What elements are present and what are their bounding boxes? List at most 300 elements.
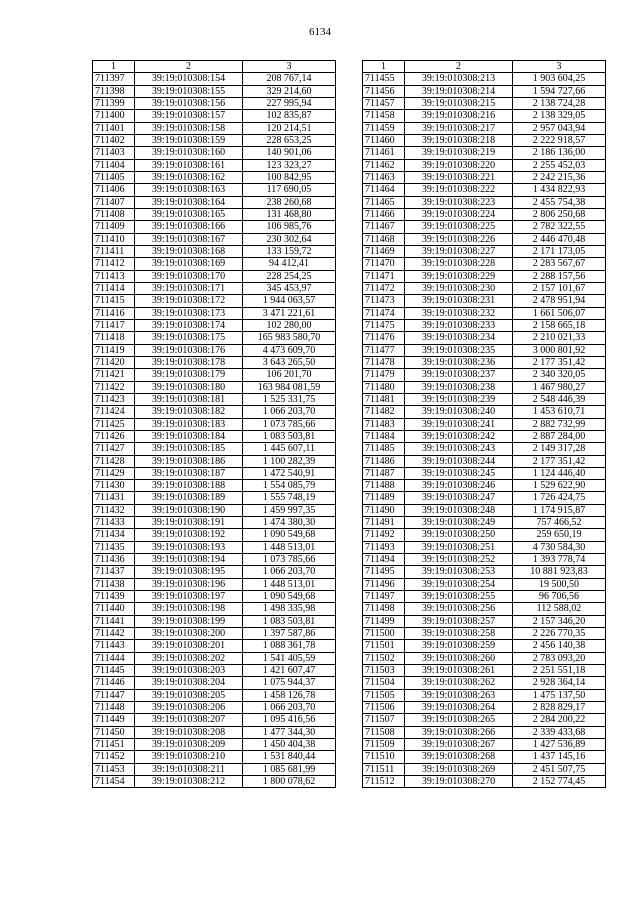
record-number: 711403 xyxy=(93,147,135,159)
record-number: 711499 xyxy=(363,615,405,627)
table-row xyxy=(363,208,606,220)
record-number: 711472 xyxy=(363,282,405,294)
record-number: 711491 xyxy=(363,517,405,529)
cadastral-number: 39:19:010308:228 xyxy=(405,258,513,270)
cadastral-number: 39:19:010308:185 xyxy=(135,443,243,455)
record-number: 711436 xyxy=(93,554,135,566)
cadastral-value: 1 467 980,27 xyxy=(513,381,606,393)
cadastral-value: 2 446 470,48 xyxy=(513,233,606,245)
record-number: 711444 xyxy=(93,652,135,664)
table-row xyxy=(363,270,606,282)
cadastral-value: 131 468,80 xyxy=(243,208,336,220)
cadastral-value: 2 887 284,00 xyxy=(513,430,606,442)
cadastral-number: 39:19:010308:174 xyxy=(135,319,243,331)
table-row xyxy=(363,529,606,541)
cadastral-number: 39:19:010308:221 xyxy=(405,171,513,183)
cadastral-value: 165 983 580,70 xyxy=(243,332,336,344)
cadastral-value: 3 000 801,92 xyxy=(513,344,606,356)
cadastral-value: 1 944 063,57 xyxy=(243,295,336,307)
cadastral-number: 39:19:010308:194 xyxy=(135,554,243,566)
cadastral-value: 1 726 424,75 xyxy=(513,492,606,504)
record-number: 711488 xyxy=(363,480,405,492)
cadastral-value: 2 828 829,17 xyxy=(513,702,606,714)
cadastral-number: 39:19:010308:200 xyxy=(135,628,243,640)
record-number: 711427 xyxy=(93,443,135,455)
cadastral-value: 2 226 770,35 xyxy=(513,628,606,640)
cadastral-value: 2 157 101,67 xyxy=(513,282,606,294)
record-number: 711495 xyxy=(363,566,405,578)
record-number: 711439 xyxy=(93,591,135,603)
cadastral-value: 1 450 404,38 xyxy=(243,739,336,751)
cadastral-value: 1 903 604,25 xyxy=(513,73,606,85)
cadastral-value: 1 066 203,70 xyxy=(243,702,336,714)
table-row xyxy=(363,221,606,233)
cadastral-number: 39:19:010308:163 xyxy=(135,184,243,196)
cadastral-number: 39:19:010308:217 xyxy=(405,122,513,134)
table-row xyxy=(363,245,606,257)
cadastral-number: 39:19:010308:226 xyxy=(405,233,513,245)
record-number: 711406 xyxy=(93,184,135,196)
table-row xyxy=(93,344,336,356)
cadastral-number: 39:19:010308:162 xyxy=(135,171,243,183)
cadastral-value: 96 706,56 xyxy=(513,591,606,603)
cadastral-value: 1 393 778,74 xyxy=(513,554,606,566)
cadastral-number: 39:19:010308:219 xyxy=(405,147,513,159)
table-row xyxy=(93,159,336,171)
table-row xyxy=(363,196,606,208)
cadastral-number: 39:19:010308:206 xyxy=(135,702,243,714)
table-row xyxy=(93,430,336,442)
cadastral-number: 39:19:010308:256 xyxy=(405,603,513,615)
cadastral-value: 1 475 137,50 xyxy=(513,689,606,701)
table-row xyxy=(363,714,606,726)
table-row xyxy=(363,319,606,331)
cadastral-value: 1 800 078,62 xyxy=(243,776,336,788)
table-row xyxy=(93,307,336,319)
table-row xyxy=(363,332,606,344)
table-row xyxy=(93,517,336,529)
cadastral-number: 39:19:010308:171 xyxy=(135,282,243,294)
table-header-row xyxy=(363,61,606,73)
cadastral-value: 2 157 346,20 xyxy=(513,615,606,627)
cadastral-value: 2 255 452,03 xyxy=(513,159,606,171)
cadastral-value: 1 541 405,59 xyxy=(243,652,336,664)
cadastral-number: 39:19:010308:204 xyxy=(135,677,243,689)
cadastral-number: 39:19:010308:227 xyxy=(405,245,513,257)
table-row xyxy=(93,776,336,788)
record-number: 711486 xyxy=(363,455,405,467)
record-number: 711438 xyxy=(93,578,135,590)
cadastral-value: 757 466,52 xyxy=(513,517,606,529)
record-number: 711492 xyxy=(363,529,405,541)
cadastral-value: 2 177 351,42 xyxy=(513,356,606,368)
table-row xyxy=(93,319,336,331)
cadastral-value: 1 083 503,81 xyxy=(243,615,336,627)
cadastral-number: 39:19:010308:223 xyxy=(405,196,513,208)
cadastral-value: 2 548 446,39 xyxy=(513,393,606,405)
record-number: 711463 xyxy=(363,171,405,183)
record-number: 711489 xyxy=(363,492,405,504)
record-number: 711397 xyxy=(93,73,135,85)
table-row xyxy=(93,591,336,603)
cadastral-number: 39:19:010308:181 xyxy=(135,393,243,405)
table-row xyxy=(93,85,336,97)
record-number: 711434 xyxy=(93,529,135,541)
cadastral-value: 2 456 140,38 xyxy=(513,640,606,652)
cadastral-value: 1 472 540,91 xyxy=(243,467,336,479)
cadastral-number: 39:19:010308:252 xyxy=(405,554,513,566)
record-number: 711450 xyxy=(93,726,135,738)
cadastral-number: 39:19:010308:178 xyxy=(135,356,243,368)
cadastral-number: 39:19:010308:195 xyxy=(135,566,243,578)
table-row xyxy=(93,406,336,418)
cadastral-number: 39:19:010308:241 xyxy=(405,418,513,430)
cadastral-value: 1 445 607,11 xyxy=(243,443,336,455)
cadastral-value: 10 881 923,83 xyxy=(513,566,606,578)
cadastral-number: 39:19:010308:240 xyxy=(405,406,513,418)
cadastral-value: 1 090 549,68 xyxy=(243,529,336,541)
record-number: 711418 xyxy=(93,332,135,344)
cadastral-number: 39:19:010308:225 xyxy=(405,221,513,233)
record-number: 711474 xyxy=(363,307,405,319)
record-number: 711483 xyxy=(363,418,405,430)
cadastral-value: 2 783 093,20 xyxy=(513,652,606,664)
cadastral-number: 39:19:010308:211 xyxy=(135,763,243,775)
record-number: 711505 xyxy=(363,689,405,701)
record-number: 711485 xyxy=(363,443,405,455)
cadastral-number: 39:19:010308:173 xyxy=(135,307,243,319)
table-row xyxy=(93,295,336,307)
cadastral-value: 2 251 551,18 xyxy=(513,665,606,677)
cadastral-number: 39:19:010308:214 xyxy=(405,85,513,97)
header-col-1: 1 xyxy=(363,61,405,73)
cadastral-value: 2 138 329,05 xyxy=(513,110,606,122)
table-row xyxy=(363,480,606,492)
cadastral-number: 39:19:010308:259 xyxy=(405,640,513,652)
cadastral-number: 39:19:010308:218 xyxy=(405,134,513,146)
cadastral-value: 1 073 785,66 xyxy=(243,554,336,566)
cadastral-value: 106 201,70 xyxy=(243,369,336,381)
header-col-3: 3 xyxy=(513,61,606,73)
header-col-2: 2 xyxy=(405,61,513,73)
cadastral-number: 39:19:010308:250 xyxy=(405,529,513,541)
record-number: 711509 xyxy=(363,739,405,751)
cadastral-value: 1 448 513,01 xyxy=(243,541,336,553)
table-row xyxy=(93,73,336,85)
record-number: 711435 xyxy=(93,541,135,553)
table-row xyxy=(363,455,606,467)
table-row xyxy=(93,467,336,479)
record-number: 711420 xyxy=(93,356,135,368)
cadastral-number: 39:19:010308:265 xyxy=(405,714,513,726)
table-row xyxy=(93,529,336,541)
cadastral-number: 39:19:010308:155 xyxy=(135,85,243,97)
record-number: 711490 xyxy=(363,504,405,516)
record-number: 711454 xyxy=(93,776,135,788)
record-number: 711445 xyxy=(93,665,135,677)
table-row xyxy=(363,751,606,763)
record-number: 711401 xyxy=(93,122,135,134)
cadastral-number: 39:19:010308:235 xyxy=(405,344,513,356)
record-number: 711432 xyxy=(93,504,135,516)
record-number: 711412 xyxy=(93,258,135,270)
cadastral-value: 120 214,51 xyxy=(243,122,336,134)
cadastral-number: 39:19:010308:170 xyxy=(135,270,243,282)
cadastral-value: 117 690,05 xyxy=(243,184,336,196)
table-row xyxy=(93,504,336,516)
table-row xyxy=(93,233,336,245)
record-number: 711459 xyxy=(363,122,405,134)
table-row xyxy=(93,270,336,282)
record-number: 711408 xyxy=(93,208,135,220)
table-row xyxy=(363,159,606,171)
record-number: 711496 xyxy=(363,578,405,590)
cadastral-value: 112 588,02 xyxy=(513,603,606,615)
cadastral-value: 259 650,19 xyxy=(513,529,606,541)
cadastral-value: 2 455 754,38 xyxy=(513,196,606,208)
record-number: 711455 xyxy=(363,73,405,85)
cadastral-value: 2 210 021,33 xyxy=(513,332,606,344)
cadastral-value: 1 498 335,98 xyxy=(243,603,336,615)
page-number: 6134 xyxy=(309,26,331,38)
cadastral-value: 228 653,25 xyxy=(243,134,336,146)
table-row xyxy=(363,739,606,751)
table-row xyxy=(93,221,336,233)
table-row xyxy=(93,97,336,109)
cadastral-value: 2 186 136,00 xyxy=(513,147,606,159)
cadastral-value: 2 478 951,94 xyxy=(513,295,606,307)
table-row xyxy=(93,418,336,430)
cadastral-value: 2 882 732,99 xyxy=(513,418,606,430)
record-number: 711479 xyxy=(363,369,405,381)
record-number: 711487 xyxy=(363,467,405,479)
cadastral-value: 2 177 351,42 xyxy=(513,455,606,467)
cadastral-number: 39:19:010308:167 xyxy=(135,233,243,245)
table-row xyxy=(363,504,606,516)
cadastral-number: 39:19:010308:191 xyxy=(135,517,243,529)
record-number: 711493 xyxy=(363,541,405,553)
cadastral-value: 2 138 724,28 xyxy=(513,97,606,109)
record-number: 711482 xyxy=(363,406,405,418)
cadastral-value: 140 901,06 xyxy=(243,147,336,159)
table-row xyxy=(363,665,606,677)
cadastral-number: 39:19:010308:165 xyxy=(135,208,243,220)
record-number: 711441 xyxy=(93,615,135,627)
cadastral-number: 39:19:010308:193 xyxy=(135,541,243,553)
cadastral-value: 1 066 203,70 xyxy=(243,566,336,578)
table-row xyxy=(93,245,336,257)
table-row xyxy=(363,406,606,418)
record-number: 711443 xyxy=(93,640,135,652)
cadastral-number: 39:19:010308:229 xyxy=(405,270,513,282)
header-col-3: 3 xyxy=(243,61,336,73)
table-row xyxy=(363,467,606,479)
cadastral-value: 100 842,95 xyxy=(243,171,336,183)
record-number: 711497 xyxy=(363,591,405,603)
cadastral-number: 39:19:010308:260 xyxy=(405,652,513,664)
cadastral-number: 39:19:010308:237 xyxy=(405,369,513,381)
table-row xyxy=(363,652,606,664)
cadastral-number: 39:19:010308:236 xyxy=(405,356,513,368)
cadastral-value: 2 242 215,36 xyxy=(513,171,606,183)
record-number: 711399 xyxy=(93,97,135,109)
record-number: 711430 xyxy=(93,480,135,492)
table-row xyxy=(93,196,336,208)
record-number: 711465 xyxy=(363,196,405,208)
cadastral-value: 329 214,60 xyxy=(243,85,336,97)
cadastral-number: 39:19:010308:157 xyxy=(135,110,243,122)
cadastral-value: 1 397 587,86 xyxy=(243,628,336,640)
record-number: 711452 xyxy=(93,751,135,763)
cadastral-value: 1 661 506,07 xyxy=(513,307,606,319)
cadastral-value: 1 090 549,68 xyxy=(243,591,336,603)
record-number: 711428 xyxy=(93,455,135,467)
cadastral-number: 39:19:010308:164 xyxy=(135,196,243,208)
cadastral-number: 39:19:010308:197 xyxy=(135,591,243,603)
table-row xyxy=(93,455,336,467)
cadastral-number: 39:19:010308:199 xyxy=(135,615,243,627)
table-row xyxy=(363,603,606,615)
cadastral-value: 2 149 317,28 xyxy=(513,443,606,455)
cadastral-number: 39:19:010308:269 xyxy=(405,763,513,775)
cadastral-number: 39:19:010308:263 xyxy=(405,689,513,701)
cadastral-number: 39:19:010308:243 xyxy=(405,443,513,455)
record-number: 711448 xyxy=(93,702,135,714)
table-row xyxy=(93,603,336,615)
cadastral-number: 39:19:010308:182 xyxy=(135,406,243,418)
cadastral-value: 1 474 380,30 xyxy=(243,517,336,529)
cadastral-number: 39:19:010308:203 xyxy=(135,665,243,677)
cadastral-number: 39:19:010308:216 xyxy=(405,110,513,122)
record-number: 711433 xyxy=(93,517,135,529)
table-row xyxy=(93,739,336,751)
table-row xyxy=(363,689,606,701)
table-row xyxy=(363,591,606,603)
table-row xyxy=(93,628,336,640)
table-row xyxy=(363,97,606,109)
cadastral-number: 39:19:010308:253 xyxy=(405,566,513,578)
cadastral-number: 39:19:010308:202 xyxy=(135,652,243,664)
record-number: 711416 xyxy=(93,307,135,319)
cadastral-value: 208 767,14 xyxy=(243,73,336,85)
table-row xyxy=(363,554,606,566)
table-row xyxy=(363,763,606,775)
cadastral-value: 1 073 785,66 xyxy=(243,418,336,430)
record-number: 711501 xyxy=(363,640,405,652)
cadastral-number: 39:19:010308:244 xyxy=(405,455,513,467)
record-number: 711511 xyxy=(363,763,405,775)
table-row xyxy=(93,147,336,159)
record-number: 711502 xyxy=(363,652,405,664)
cadastral-value: 1 085 681,99 xyxy=(243,763,336,775)
table-row xyxy=(93,356,336,368)
table-row xyxy=(363,702,606,714)
table-row xyxy=(93,677,336,689)
cadastral-number: 39:19:010308:270 xyxy=(405,776,513,788)
record-number: 711453 xyxy=(93,763,135,775)
table-row xyxy=(363,381,606,393)
cadastral-number: 39:19:010308:222 xyxy=(405,184,513,196)
cadastral-number: 39:19:010308:255 xyxy=(405,591,513,603)
table-row xyxy=(93,763,336,775)
table-row xyxy=(93,665,336,677)
record-number: 711410 xyxy=(93,233,135,245)
cadastral-number: 39:19:010308:168 xyxy=(135,245,243,257)
record-number: 711414 xyxy=(93,282,135,294)
record-number: 711504 xyxy=(363,677,405,689)
cadastral-number: 39:19:010308:210 xyxy=(135,751,243,763)
record-number: 711431 xyxy=(93,492,135,504)
table-row xyxy=(363,443,606,455)
cadastral-number: 39:19:010308:267 xyxy=(405,739,513,751)
cadastral-value: 1 100 282,39 xyxy=(243,455,336,467)
cadastral-value: 227 995,94 xyxy=(243,97,336,109)
record-number: 711429 xyxy=(93,467,135,479)
table-row xyxy=(93,726,336,738)
cadastral-value: 1 453 610,71 xyxy=(513,406,606,418)
cadastral-value: 1 088 361,78 xyxy=(243,640,336,652)
cadastral-value: 1 529 622,90 xyxy=(513,480,606,492)
record-number: 711411 xyxy=(93,245,135,257)
table-row xyxy=(93,578,336,590)
cadastral-value: 238 260,68 xyxy=(243,196,336,208)
table-row xyxy=(363,258,606,270)
cadastral-value: 1 437 145,16 xyxy=(513,751,606,763)
cadastral-number: 39:19:010308:158 xyxy=(135,122,243,134)
record-number: 711404 xyxy=(93,159,135,171)
cadastral-number: 39:19:010308:189 xyxy=(135,492,243,504)
cadastral-number: 39:19:010308:198 xyxy=(135,603,243,615)
cadastral-number: 39:19:010308:230 xyxy=(405,282,513,294)
cadastral-number: 39:19:010308:233 xyxy=(405,319,513,331)
table-row xyxy=(363,566,606,578)
cadastral-value: 2 782 322,55 xyxy=(513,221,606,233)
cadastral-number: 39:19:010308:186 xyxy=(135,455,243,467)
record-number: 711464 xyxy=(363,184,405,196)
record-number: 711484 xyxy=(363,430,405,442)
record-number: 711500 xyxy=(363,628,405,640)
cadastral-number: 39:19:010308:166 xyxy=(135,221,243,233)
record-number: 711425 xyxy=(93,418,135,430)
register-table-right xyxy=(362,60,606,788)
cadastral-value: 1 066 203,70 xyxy=(243,406,336,418)
table-row xyxy=(93,443,336,455)
table-row xyxy=(363,85,606,97)
cadastral-number: 39:19:010308:246 xyxy=(405,480,513,492)
table-row xyxy=(93,480,336,492)
record-number: 711442 xyxy=(93,628,135,640)
record-number: 711447 xyxy=(93,689,135,701)
table-row xyxy=(363,430,606,442)
record-number: 711458 xyxy=(363,110,405,122)
record-number: 711398 xyxy=(93,85,135,97)
table-row xyxy=(363,640,606,652)
table-row xyxy=(93,381,336,393)
cadastral-number: 39:19:010308:234 xyxy=(405,332,513,344)
cadastral-number: 39:19:010308:180 xyxy=(135,381,243,393)
cadastral-number: 39:19:010308:245 xyxy=(405,467,513,479)
cadastral-value: 2 171 173,05 xyxy=(513,245,606,257)
record-number: 711473 xyxy=(363,295,405,307)
table-row xyxy=(363,344,606,356)
cadastral-value: 1 525 331,75 xyxy=(243,393,336,405)
cadastral-value: 1 124 446,40 xyxy=(513,467,606,479)
record-number: 711421 xyxy=(93,369,135,381)
record-number: 711407 xyxy=(93,196,135,208)
table-row xyxy=(363,73,606,85)
cadastral-value: 19 500,50 xyxy=(513,578,606,590)
cadastral-number: 39:19:010308:196 xyxy=(135,578,243,590)
